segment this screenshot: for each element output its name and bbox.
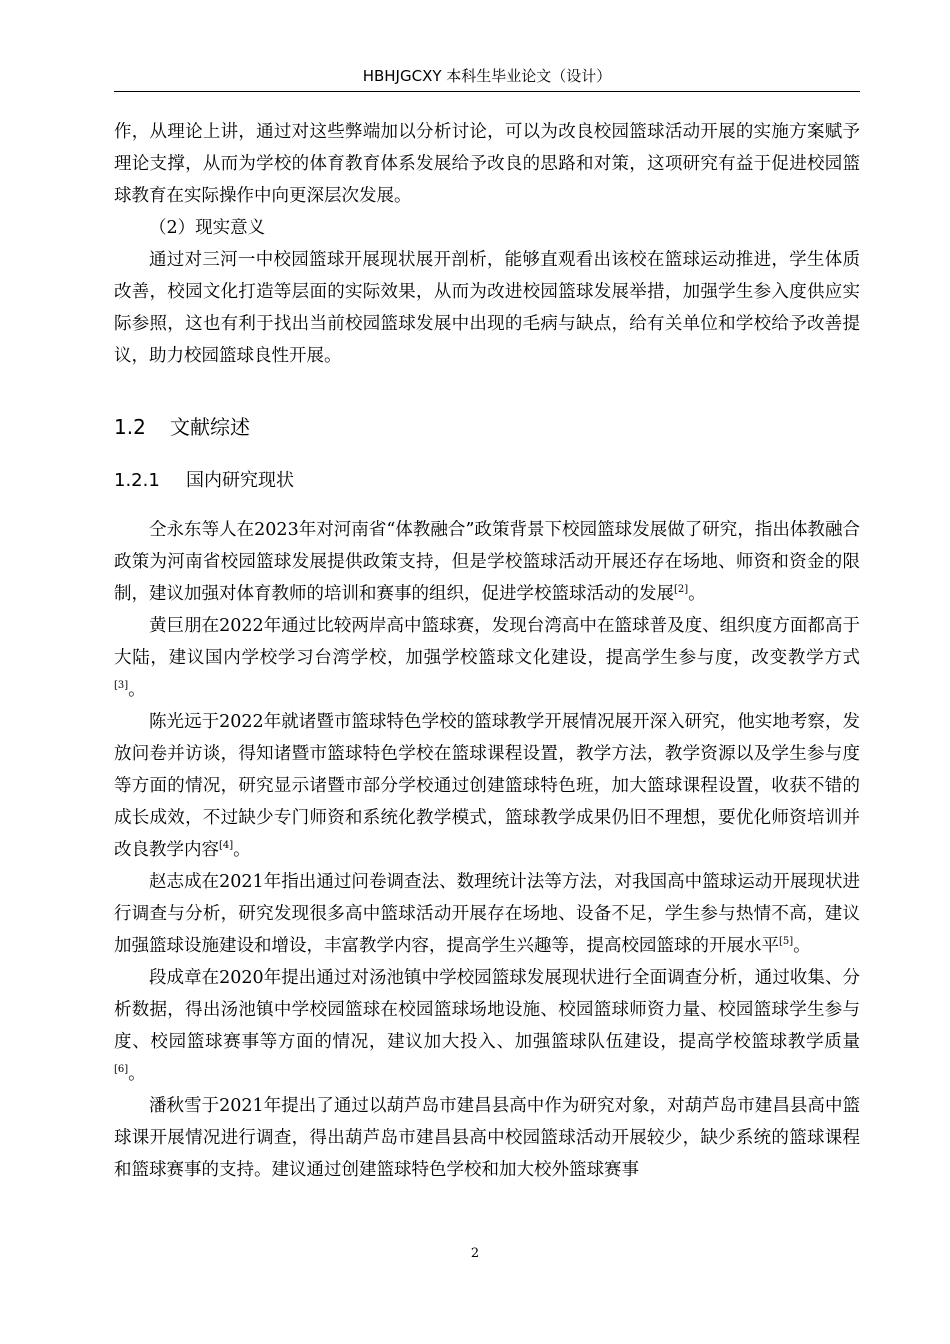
citation-ref: [4] [219,840,234,851]
section-number: 1.2 [114,415,146,439]
practical-significance-heading: （2）现实意义 [149,218,266,238]
review-paragraph [114,514,860,610]
review-paragraph [114,706,860,866]
review-tail: 。 [233,840,251,860]
page-number: 2 [470,1246,480,1261]
subsection-title: 国内研究现状 [186,470,294,491]
review-tail: 。 [128,680,146,700]
review-paragraph [114,610,860,706]
review-paragraph [114,962,860,1090]
review-tail: 。 [688,584,706,604]
review-paragraph [114,1090,860,1186]
page-header: HBHJGCXY 本科生毕业论文（设计） [362,67,612,85]
review-text: 潘秋雪于2021年提出了通过以葫芦岛市建昌县高中作为研究对象，对葫芦岛市建昌县高中篮球课开展情况进行调查，得出葫芦岛市建昌县高中校园篮球活动开展较少，缺少系统的篮球课程和篮球赛事的支持。建议通过创建篮球特色学校和加大校外篮球赛事 [114,1096,860,1180]
review-text: 仝永东等人在2023年对河南省“体教融合”政策背景下校园篮球发展做了研究，指出体教融合政策为河南省校园篮球发展提供政策支持，但是学校篮球活动开展还存在场地、师资和资金的限制，建议加强对体育教师的培训和赛事的组织，促进学校篮球活动的发展 [114,520,860,604]
subsection-heading [114,454,860,508]
review-text: 黄巨朋在2022年通过比较两岸高中篮球赛，发现台湾高中在篮球普及度、组织度方面都高于大陆，建议国内学校学习台湾学校，加强学校篮球文化建设，提高学生参与度，改变教学方式 [114,616,860,668]
subsection-number: 1.2.1 [114,470,160,491]
section-title: 文献综述 [170,415,250,439]
review-paragraph [114,866,860,962]
citation-ref: [2] [674,584,689,595]
practical-significance-paragraph: 通过对三河一中校园篮球开展现状展开剖析，能够直观看出该校在篮球运动推进，学生体质改善，校园文化打造等层面的实际效果，从而为改进校园篮球发展举措，加强学生参入度供应实际参照，这也有利于找出当前校园篮球发展中出现的毛病与缺点，给有关单位和学校给予改善提议，助力校园篮球良性开展。 [114,250,860,366]
review-text: 段成章在2020年提出通过对汤池镇中学校园篮球发展现状进行全面调查分析，通过收集、分析数据，得出汤池镇中学校园篮球在校园篮球场地设施、校园篮球师资力量、校园篮球学生参与度、校园篮球赛事等方面的情况，建议加大投入、加强篮球队伍建设，提高学校篮球教学质量 [114,968,860,1052]
citation-ref: [6] [114,1064,129,1075]
header-rule [114,91,860,92]
review-tail: 。 [128,1064,146,1084]
review-text: 赵志成在2021年指出通过问卷调查法、数理统计法等方法，对我国高中篮球运动开展现状进行调查与分析，研究发现很多高中篮球活动开展存在场地、设备不足，学生参与热情不高，建议加强篮球设施建设和增设，丰富教学内容，提高学生兴趣等，提高校园篮球的开展水平 [114,872,860,956]
review-tail: 。 [793,936,811,956]
continuation-paragraph: 作，从理论上讲，通过对这些弊端加以分析讨论，可以为改良校园篮球活动开展的实施方案赋予理论支撑，从而为学校的体育教育体系发展给予改良的思路和对策，这项研究有益于促进校园篮球教育在实际操作中向更深层次发展。 [114,122,860,206]
page-body [114,116,860,1186]
citation-ref: [3] [114,680,129,691]
review-text: 陈光远于2022年就诸暨市篮球特色学校的篮球教学开展情况展开深入研究，他实地考察，发放问卷并访谈，得知诸暨市篮球特色学校在篮球课程设置，教学方法，教学资源以及学生参与度等方面的情况，研究显示诸暨市部分学校通过创建篮球特色班，加大篮球课程设置，收获不错的成长成效，不过缺少专门师资和系统化教学模式，篮球教学成果仍旧不理想，要优化师资培训并改良教学内容 [114,712,860,860]
citation-ref: [5] [779,936,794,947]
section-heading [114,400,860,454]
